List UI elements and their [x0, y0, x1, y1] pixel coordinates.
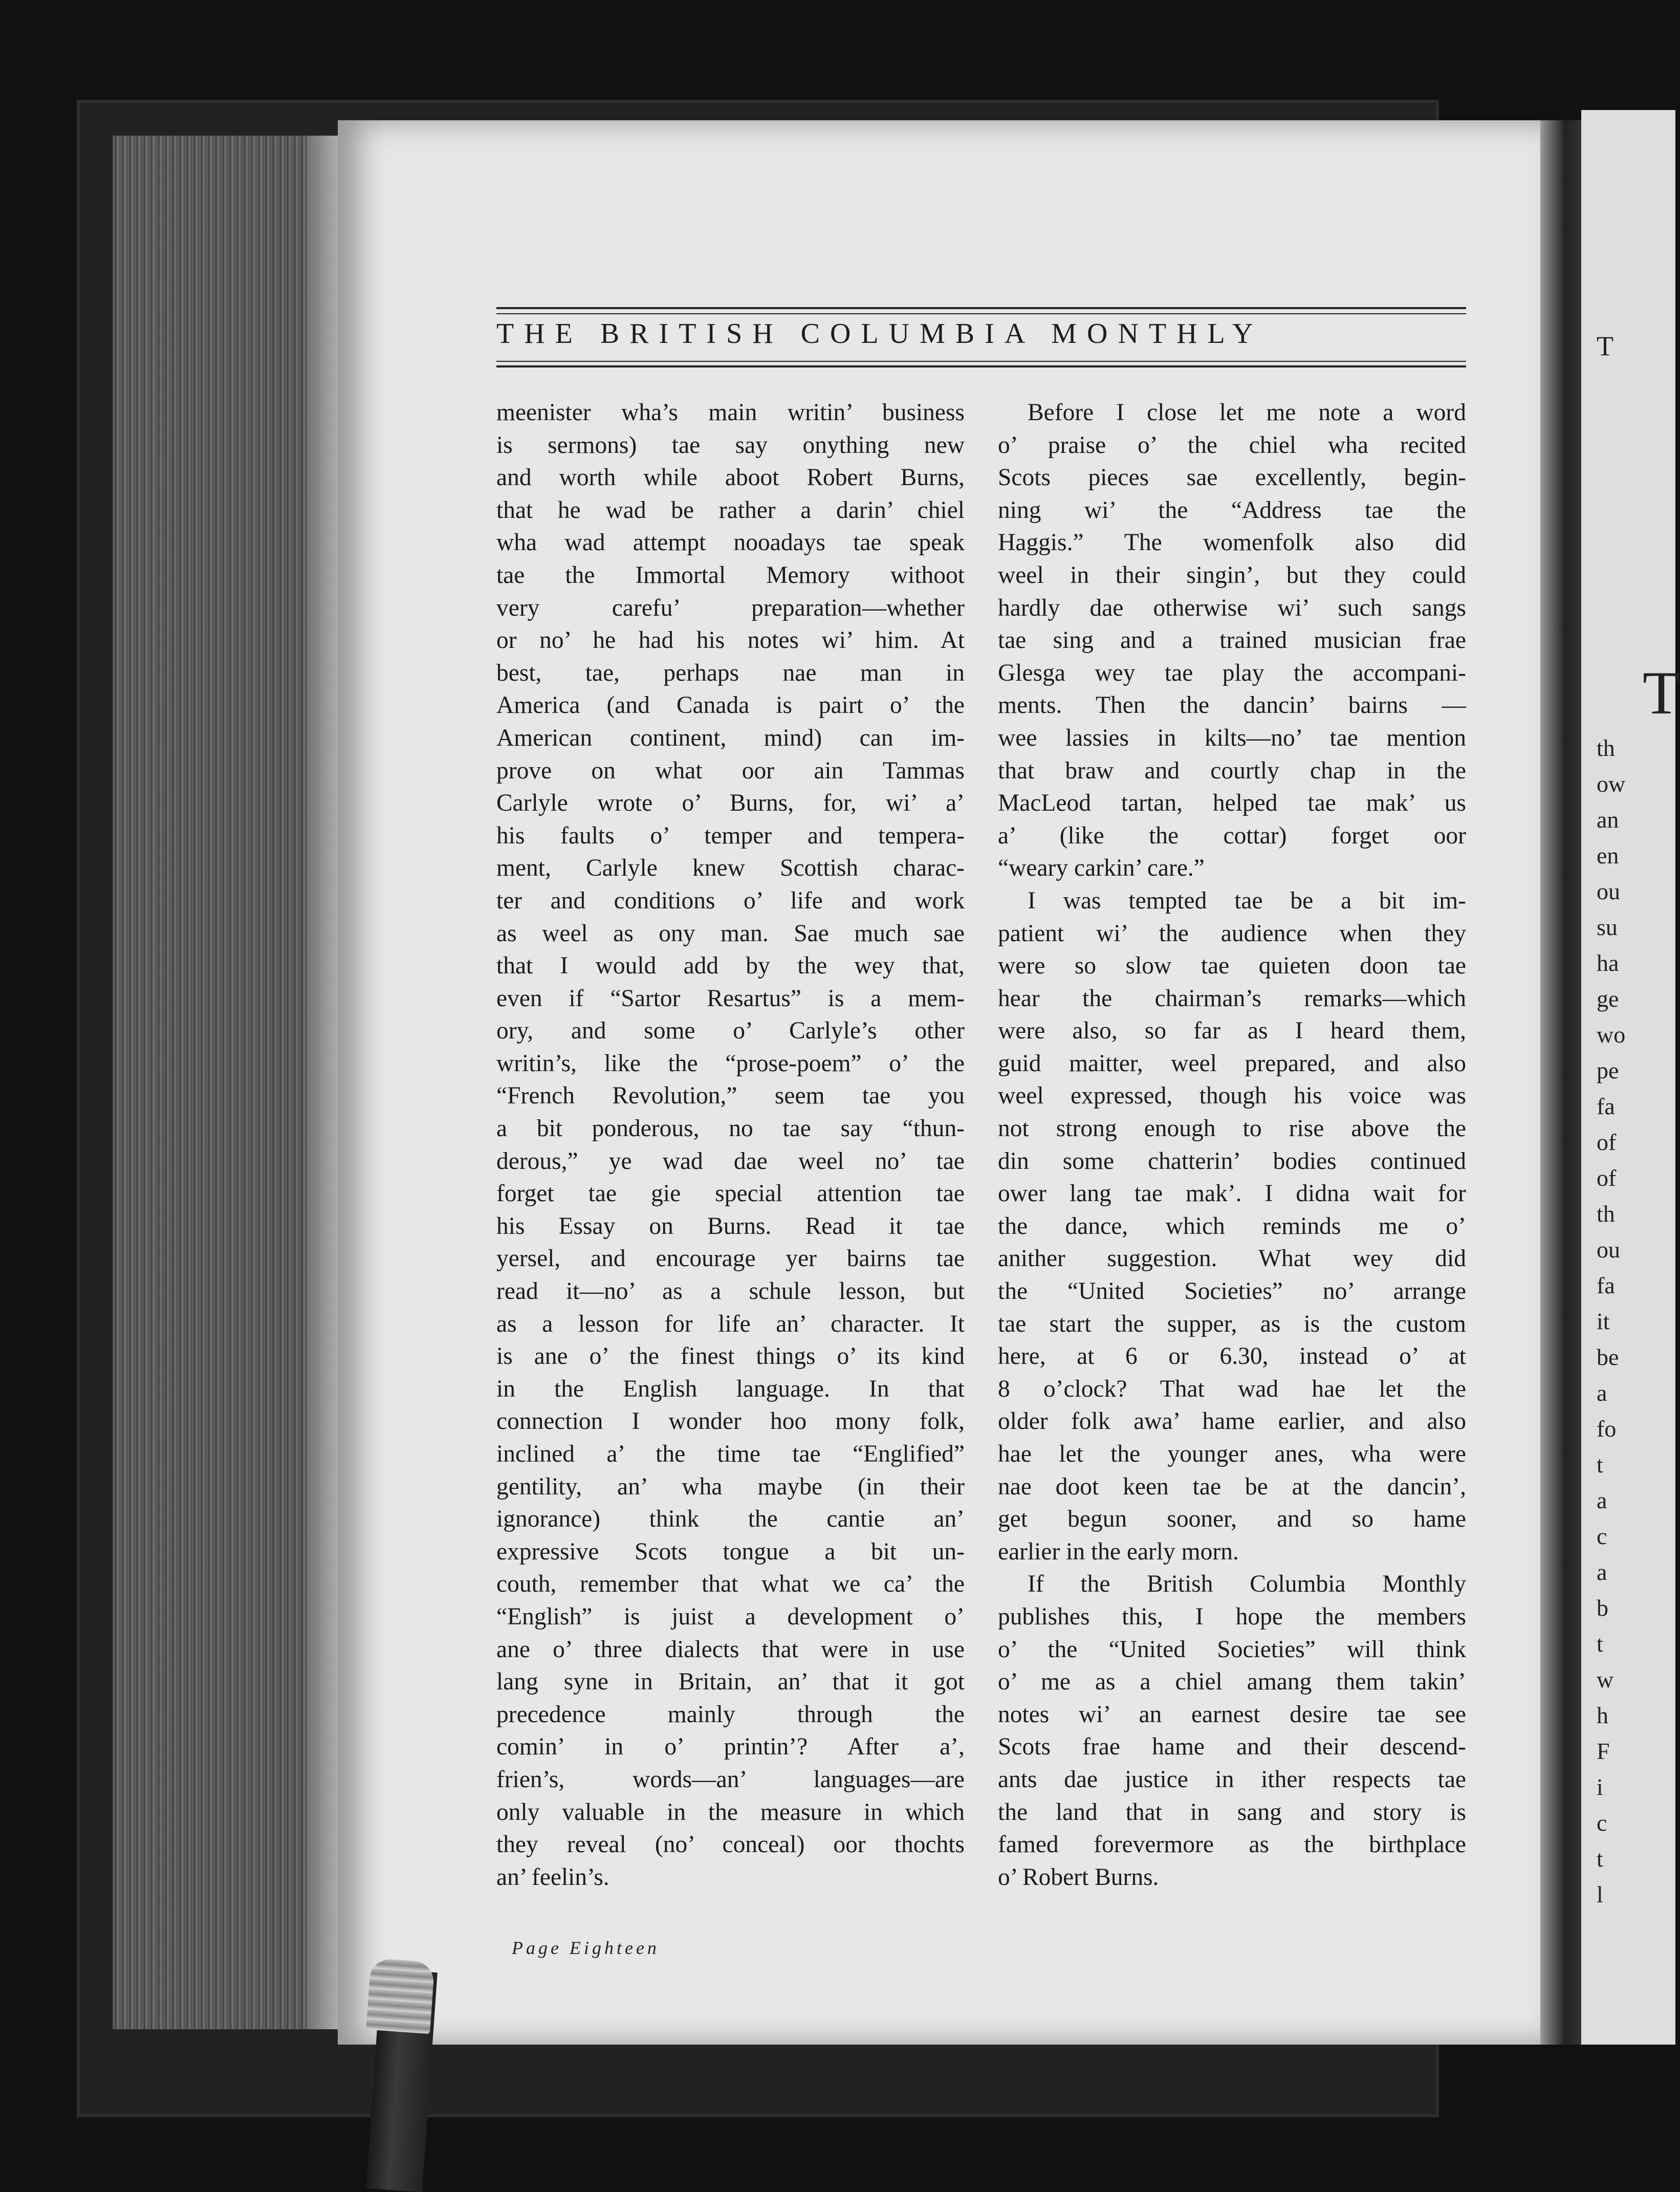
- header-rule-top: [496, 307, 1466, 309]
- text-line: ane o’ three dialects that were in use: [496, 1636, 965, 1663]
- text-line: Haggis.” The womenfolk also did: [998, 529, 1466, 556]
- text-line: lang syne in Britain, an’ that it got: [496, 1668, 965, 1696]
- text-line: publishes this, I hope the members: [998, 1603, 1466, 1630]
- text-line: o’ me as a chiel amang them takin’: [998, 1668, 1466, 1696]
- text-line: o’ the “United Societies” will think: [998, 1636, 1466, 1663]
- text-line: ory, and some o’ Carlyle’s other: [496, 1017, 965, 1045]
- right-page-fragment: th: [1597, 735, 1615, 761]
- text-line: as weel as ony man. Sae much sae: [496, 920, 965, 947]
- right-page-drop-cap: T: [1643, 659, 1680, 727]
- right-page-fragment: of: [1597, 1165, 1617, 1191]
- text-line: earlier in the early morn.: [998, 1538, 1239, 1565]
- text-line: ment, Carlyle knew Scottish charac-: [496, 855, 965, 882]
- text-line: forget tae gie special attention tae: [496, 1180, 965, 1207]
- text-line: or no’ he had his notes wi’ him. At: [496, 627, 965, 654]
- text-line: is ane o’ the finest things o’ its kind: [496, 1343, 965, 1370]
- right-page-fragment: fo: [1597, 1416, 1617, 1442]
- text-line: they reveal (no’ conceal) oor thochts: [496, 1831, 965, 1858]
- text-line: and worth while aboot Robert Burns,: [496, 464, 965, 491]
- text-line: the dance, which reminds me o’: [998, 1212, 1466, 1240]
- text-line: as a lesson for life an’ character. It: [496, 1310, 965, 1337]
- page-edges: [113, 136, 338, 2029]
- text-line: Scots frae hame and their descend-: [998, 1733, 1466, 1761]
- text-line: in the English language. In that: [496, 1375, 965, 1402]
- text-line: ants dae justice in ither respects tae: [998, 1766, 1466, 1793]
- right-page-fragment: ge: [1597, 986, 1619, 1012]
- right-page-fragment: F: [1597, 1738, 1610, 1764]
- text-line: writin’s, like the “prose-poem” o’ the: [496, 1050, 965, 1077]
- left-text-column: [496, 397, 965, 1894]
- header-rule-bottom-thick: [496, 365, 1466, 367]
- right-page-fragment: ow: [1597, 771, 1626, 797]
- text-line: precedence mainly through the: [496, 1701, 965, 1728]
- text-line: here, at 6 or 6.30, instead o’ at: [998, 1343, 1466, 1370]
- text-line: were so slow tae quieten doon tae: [998, 952, 1466, 980]
- text-line: yersel, and encourage yer bairns tae: [496, 1245, 965, 1272]
- text-line: couth, remember that what we ca’ the: [496, 1571, 965, 1598]
- text-line: tae the Immortal Memory withoot: [496, 561, 965, 589]
- text-line: prove on what oor ain Tammas: [496, 757, 965, 784]
- text-line: Before I close let me note a word: [1028, 399, 1466, 426]
- right-page-fragment: t: [1597, 1846, 1603, 1872]
- text-line: tae sing and a trained musician frae: [998, 627, 1466, 654]
- header-rule-bottom: [496, 361, 1466, 362]
- text-line: “English” is juist a development o’: [496, 1603, 965, 1630]
- right-page-fragment: of: [1597, 1129, 1617, 1155]
- text-line: anither suggestion. What wey did: [998, 1245, 1466, 1272]
- right-page-fragment: a: [1597, 1487, 1607, 1513]
- text-line: expressive Scots tongue a bit un-: [496, 1538, 965, 1565]
- right-page-fragment: a: [1597, 1559, 1607, 1585]
- text-line: best, tae, perhaps nae man in: [496, 659, 965, 686]
- text-line: “weary carkin’ care.”: [998, 855, 1205, 882]
- right-page-fragment: l: [1597, 1881, 1603, 1907]
- text-line: din some chatterin’ bodies continued: [998, 1147, 1466, 1175]
- text-line: gentility, an’ wha maybe (in their: [496, 1473, 965, 1500]
- text-line: America (and Canada is pairt o’ the: [496, 692, 965, 719]
- text-line: get begun sooner, and so hame: [998, 1506, 1466, 1533]
- right-page-fragment: c: [1597, 1523, 1607, 1549]
- text-line: Carlyle wrote o’ Burns, for, wi’ a’: [496, 790, 965, 817]
- text-line: even if “Sartor Resartus” is a mem-: [496, 985, 965, 1012]
- text-line: meenister wha’s main writin’ business: [496, 399, 965, 426]
- text-line: the “United Societies” no’ arrange: [998, 1278, 1466, 1305]
- text-line: patient wi’ the audience when they: [998, 920, 1466, 947]
- text-line: If the British Columbia Monthly: [1028, 1571, 1466, 1598]
- text-line: only valuable in the measure in which: [496, 1798, 965, 1826]
- text-line: “French Revolution,” seem tae you: [496, 1082, 965, 1110]
- text-line: frien’s, words—an’ languages—are: [496, 1766, 965, 1793]
- text-line: derous,” ye wad dae weel no’ tae: [496, 1147, 965, 1175]
- right-page-fragment: wo: [1597, 1022, 1626, 1048]
- text-line: weel expressed, though his voice was: [998, 1082, 1466, 1110]
- text-line: American continent, mind) can im-: [496, 724, 965, 751]
- right-page-fragment: pe: [1597, 1057, 1619, 1083]
- text-line: that braw and courtly chap in the: [998, 757, 1466, 784]
- text-line: inclined a’ the time tae “Englified”: [496, 1441, 965, 1467]
- right-page-fragment: su: [1597, 914, 1618, 940]
- text-line: nae doot keen tae be at the dancin’,: [998, 1473, 1466, 1500]
- pencil-ferrule: [366, 1958, 434, 2034]
- text-line: read it—no’ as a schule lesson, but: [496, 1278, 965, 1305]
- text-line: Scots pieces sae excellently, begin-: [998, 464, 1466, 491]
- right-page-fragment: h: [1597, 1702, 1608, 1728]
- right-page-fragment: a: [1597, 1380, 1607, 1406]
- text-line: very carefu’ preparation—whether: [496, 594, 965, 621]
- right-text-column: [998, 397, 1466, 1894]
- text-line: guid maitter, weel prepared, and also: [998, 1050, 1466, 1077]
- right-page-fragment: be: [1597, 1344, 1619, 1370]
- right-page-fragment: w: [1597, 1666, 1614, 1692]
- text-line: older folk awa’ hame earlier, and also: [998, 1408, 1466, 1435]
- text-line: that he wad be rather a darin’ chiel: [496, 496, 965, 524]
- text-line: his Essay on Burns. Read it tae: [496, 1212, 965, 1240]
- right-page-fragment: en: [1597, 842, 1619, 869]
- right-page-fragment: b: [1597, 1595, 1608, 1621]
- text-line: o’ Robert Burns.: [998, 1863, 1159, 1891]
- right-page-header-letter: T: [1597, 331, 1613, 361]
- text-line: ments. Then the dancin’ bairns —: [998, 692, 1466, 719]
- text-line: a’ (like the cottar) forget oor: [998, 822, 1466, 849]
- text-line: his faults o’ temper and tempera-: [496, 822, 965, 849]
- right-page-fragment: ha: [1597, 950, 1619, 976]
- text-line: comin’ in o’ printin’? After a’,: [496, 1733, 965, 1761]
- right-page-fragment: it: [1597, 1308, 1610, 1334]
- right-page-fragment: th: [1597, 1201, 1615, 1227]
- text-line: weel in their singin’, but they could: [998, 561, 1466, 589]
- text-line: hae let the younger anes, wha were: [998, 1441, 1466, 1467]
- right-page-fragment: an: [1597, 807, 1619, 833]
- page-number: Page Eighteen: [512, 1938, 660, 1958]
- right-page-fragment: fa: [1597, 1093, 1615, 1119]
- right-page-fragment: t: [1597, 1631, 1603, 1657]
- text-line: connection I wonder hoo mony folk,: [496, 1408, 965, 1435]
- header-rule-top-thin: [496, 313, 1466, 314]
- masthead-title: THE BRITISH COLUMBIA MONTHLY: [496, 318, 1263, 350]
- text-line: notes wi’ an earnest desire tae see: [998, 1701, 1466, 1728]
- text-line: ning wi’ the “Address tae the: [998, 496, 1466, 524]
- text-line: were also, so far as I heard them,: [998, 1017, 1466, 1045]
- text-line: famed forevermore as the birthplace: [998, 1831, 1466, 1858]
- text-line: ter and conditions o’ life and work: [496, 887, 965, 914]
- right-page-fragment: i: [1597, 1774, 1603, 1800]
- text-line: an’ feelin’s.: [496, 1863, 609, 1891]
- text-line: hear the chairman’s remarks—which: [998, 985, 1466, 1012]
- text-line: that I would add by the wey that,: [496, 952, 965, 980]
- right-page-fragment: fa: [1597, 1272, 1615, 1298]
- text-line: tae start the supper, as is the custom: [998, 1310, 1466, 1337]
- text-line: a bit ponderous, no tae say “thun-: [496, 1115, 965, 1142]
- text-line: is sermons) tae say onything new: [496, 431, 965, 459]
- text-line: wee lassies in kilts—no’ tae mention: [998, 724, 1466, 751]
- book-gutter: [1540, 120, 1581, 2045]
- text-line: ower lang tae mak’. I didna wait for: [998, 1180, 1466, 1207]
- right-page-fragment: ou: [1597, 878, 1620, 904]
- text-line: wha wad attempt nooadays tae speak: [496, 529, 965, 556]
- right-page-edge: [1581, 110, 1680, 2045]
- text-line: hardly dae otherwise wi’ such sangs: [998, 594, 1466, 621]
- text-line: the land that in sang and story is: [998, 1798, 1466, 1826]
- text-line: o’ praise o’ the chiel wha recited: [998, 431, 1466, 459]
- text-line: not strong enough to rise above the: [998, 1115, 1466, 1142]
- right-page-fragment: t: [1597, 1451, 1603, 1478]
- text-line: ignorance) think the cantie an’: [496, 1506, 965, 1533]
- text-line: 8 o’clock? That wad hae let the: [998, 1375, 1466, 1402]
- right-page-fragment: c: [1597, 1810, 1607, 1836]
- text-line: MacLeod tartan, helped tae mak’ us: [998, 790, 1466, 817]
- text-line: Glesga wey tae play the accompani-: [998, 659, 1466, 686]
- text-line: I was tempted tae be a bit im-: [1028, 887, 1466, 914]
- right-page-fragment: ou: [1597, 1236, 1620, 1263]
